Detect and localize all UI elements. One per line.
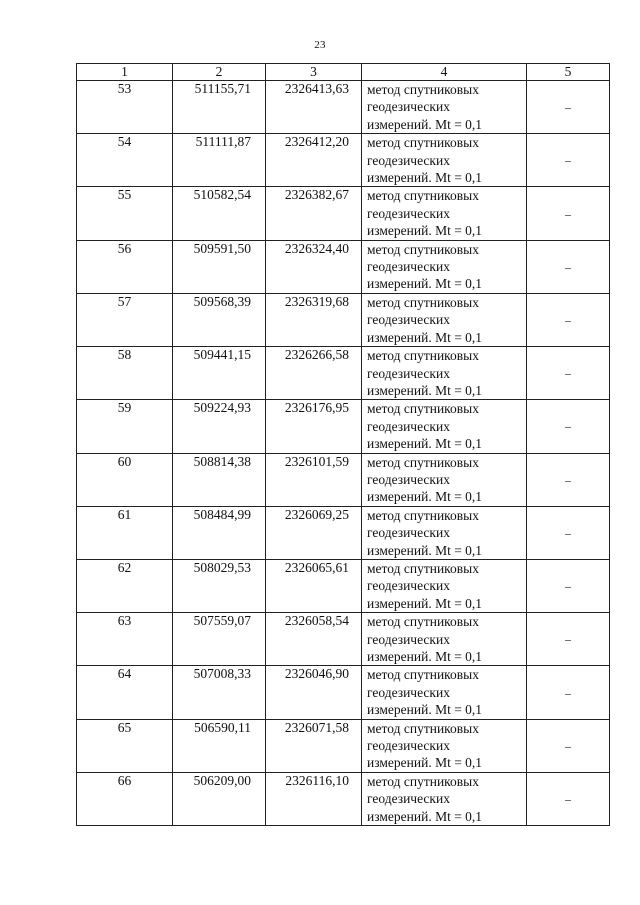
point-number: 61 xyxy=(77,506,173,559)
method-line-1: метод спутниковых xyxy=(367,560,479,576)
dash-mark: – xyxy=(565,206,571,221)
note-cell xyxy=(527,293,610,346)
point-number: 63 xyxy=(77,613,173,666)
point-number: 56 xyxy=(77,240,173,293)
table-row xyxy=(77,400,610,453)
y-coordinate: 2326324,40 xyxy=(266,240,362,293)
y-coordinate: 2326069,25 xyxy=(266,506,362,559)
y-coordinate: 2326071,58 xyxy=(266,719,362,772)
method-line-3: измерений. Mt = 0,1 xyxy=(367,489,483,505)
x-coordinate: 506590,11 xyxy=(173,719,266,772)
point-number: 54 xyxy=(77,134,173,187)
y-coordinate: 2326382,67 xyxy=(266,187,362,240)
y-coordinate: 2326413,63 xyxy=(266,81,362,134)
y-coordinate: 2326319,68 xyxy=(266,293,362,346)
method-description xyxy=(362,613,527,666)
x-coordinate: 507008,33 xyxy=(173,666,266,719)
method-line-1: метод спутниковых xyxy=(367,720,479,736)
table-row xyxy=(77,719,610,772)
coordinates-table xyxy=(76,63,610,826)
dash-mark: – xyxy=(565,791,571,806)
table-row xyxy=(77,81,610,134)
note-cell xyxy=(527,240,610,293)
table-header xyxy=(77,64,610,81)
method-line-1: метод спутниковых xyxy=(367,614,479,630)
method-line-3: измерений. Mt = 0,1 xyxy=(367,116,483,132)
note-cell xyxy=(527,400,610,453)
y-coordinate: 2326101,59 xyxy=(266,453,362,506)
point-number: 60 xyxy=(77,453,173,506)
note-cell xyxy=(527,347,610,400)
method-line-2: геодезических xyxy=(367,684,450,700)
method-line-2: геодезических xyxy=(367,99,450,115)
method-line-2: геодезических xyxy=(367,471,450,487)
y-coordinate: 2326046,90 xyxy=(266,666,362,719)
method-line-3: измерений. Mt = 0,1 xyxy=(367,436,483,452)
method-line-2: геодезических xyxy=(367,418,450,434)
x-coordinate: 509441,15 xyxy=(173,347,266,400)
method-line-1: метод спутниковых xyxy=(367,667,479,683)
dash-mark: – xyxy=(565,472,571,487)
table-row xyxy=(77,240,610,293)
point-number: 64 xyxy=(77,666,173,719)
table-row xyxy=(77,559,610,612)
method-description xyxy=(362,772,527,825)
y-coordinate: 2326266,58 xyxy=(266,347,362,400)
method-line-2: геодезических xyxy=(367,791,450,807)
method-line-3: измерений. Mt = 0,1 xyxy=(367,223,483,239)
method-line-1: метод спутниковых xyxy=(367,401,479,417)
x-coordinate: 509224,93 xyxy=(173,400,266,453)
dash-mark: – xyxy=(565,312,571,327)
dash-mark: – xyxy=(565,579,571,594)
note-cell xyxy=(527,719,610,772)
method-line-1: метод спутниковых xyxy=(367,773,479,789)
method-line-1: метод спутниковых xyxy=(367,454,479,470)
y-coordinate: 2326058,54 xyxy=(266,613,362,666)
x-coordinate: 506209,00 xyxy=(173,772,266,825)
note-cell xyxy=(527,134,610,187)
column-header-4: 4 xyxy=(362,64,527,81)
table-row xyxy=(77,506,610,559)
table-row xyxy=(77,613,610,666)
table-body xyxy=(77,81,610,826)
method-line-2: геодезических xyxy=(367,525,450,541)
method-line-2: геодезических xyxy=(367,365,450,381)
note-cell xyxy=(527,506,610,559)
dash-mark: – xyxy=(565,153,571,168)
column-header-1: 1 xyxy=(77,64,173,81)
method-line-1: метод спутниковых xyxy=(367,82,479,97)
point-number: 59 xyxy=(77,400,173,453)
dash-mark: – xyxy=(565,738,571,753)
method-description xyxy=(362,187,527,240)
x-coordinate: 507559,07 xyxy=(173,613,266,666)
y-coordinate: 2326412,20 xyxy=(266,134,362,187)
table-row xyxy=(77,347,610,400)
x-coordinate: 508484,99 xyxy=(173,506,266,559)
method-line-1: метод спутниковых xyxy=(367,507,479,523)
method-line-1: метод спутниковых xyxy=(367,241,479,257)
point-number: 66 xyxy=(77,772,173,825)
method-description xyxy=(362,134,527,187)
method-line-3: измерений. Mt = 0,1 xyxy=(367,808,483,824)
y-coordinate: 2326065,61 xyxy=(266,559,362,612)
table-row xyxy=(77,772,610,825)
method-description xyxy=(362,293,527,346)
method-line-1: метод спутниковых xyxy=(367,294,479,310)
method-line-2: геодезических xyxy=(367,578,450,594)
method-line-3: измерений. Mt = 0,1 xyxy=(367,595,483,611)
table-row xyxy=(77,134,610,187)
note-cell xyxy=(527,453,610,506)
point-number: 55 xyxy=(77,187,173,240)
note-cell xyxy=(527,187,610,240)
method-line-2: геодезических xyxy=(367,312,450,328)
table-row xyxy=(77,187,610,240)
point-number: 65 xyxy=(77,719,173,772)
x-coordinate: 509568,39 xyxy=(173,293,266,346)
method-line-1: метод спутниковых xyxy=(367,135,479,151)
x-coordinate: 508814,38 xyxy=(173,453,266,506)
method-line-3: измерений. Mt = 0,1 xyxy=(367,542,483,558)
x-coordinate: 510582,54 xyxy=(173,187,266,240)
note-cell xyxy=(527,772,610,825)
page-number: 23 xyxy=(314,39,326,51)
method-description xyxy=(362,347,527,400)
point-number: 53 xyxy=(77,81,173,134)
dash-mark: – xyxy=(565,525,571,540)
note-cell xyxy=(527,559,610,612)
method-line-3: измерений. Mt = 0,1 xyxy=(367,702,483,718)
method-line-2: геодезических xyxy=(367,152,450,168)
method-line-3: измерений. Mt = 0,1 xyxy=(367,276,483,292)
table-row xyxy=(77,293,610,346)
dash-mark: – xyxy=(565,259,571,274)
method-description xyxy=(362,453,527,506)
method-line-2: геодезических xyxy=(367,738,450,754)
method-line-2: геодезических xyxy=(367,631,450,647)
column-header-2: 2 xyxy=(173,64,266,81)
method-description xyxy=(362,559,527,612)
point-number: 62 xyxy=(77,559,173,612)
method-description xyxy=(362,719,527,772)
note-cell xyxy=(527,81,610,134)
table-row xyxy=(77,453,610,506)
method-description xyxy=(362,506,527,559)
point-number: 57 xyxy=(77,293,173,346)
dash-mark: – xyxy=(565,632,571,647)
x-coordinate: 511111,87 xyxy=(173,134,266,187)
method-line-3: измерений. Mt = 0,1 xyxy=(367,329,483,345)
method-line-3: измерений. Mt = 0,1 xyxy=(367,649,483,664)
method-line-3: измерений. Mt = 0,1 xyxy=(367,755,483,771)
point-number: 58 xyxy=(77,347,173,400)
x-coordinate: 511155,71 xyxy=(173,81,266,134)
method-line-2: геодезических xyxy=(367,259,450,275)
method-line-2: геодезических xyxy=(367,205,450,221)
method-line-1: метод спутниковых xyxy=(367,188,479,204)
dash-mark: – xyxy=(565,419,571,434)
method-description xyxy=(362,666,527,719)
x-coordinate: 509591,50 xyxy=(173,240,266,293)
method-description xyxy=(362,81,527,134)
y-coordinate: 2326116,10 xyxy=(266,772,362,825)
method-line-1: метод спутниковых xyxy=(367,348,479,364)
dash-mark: – xyxy=(565,100,571,115)
dash-mark: – xyxy=(565,366,571,381)
x-coordinate: 508029,53 xyxy=(173,559,266,612)
method-line-3: измерений. Mt = 0,1 xyxy=(367,382,483,398)
method-line-3: измерений. Mt = 0,1 xyxy=(367,170,483,186)
y-coordinate: 2326176,95 xyxy=(266,400,362,453)
header-row xyxy=(77,64,610,81)
column-header-3: 3 xyxy=(266,64,362,81)
column-header-5: 5 xyxy=(527,64,610,81)
note-cell xyxy=(527,613,610,666)
note-cell xyxy=(527,666,610,719)
dash-mark: – xyxy=(565,685,571,700)
method-description xyxy=(362,400,527,453)
method-description xyxy=(362,240,527,293)
table-row xyxy=(77,666,610,719)
